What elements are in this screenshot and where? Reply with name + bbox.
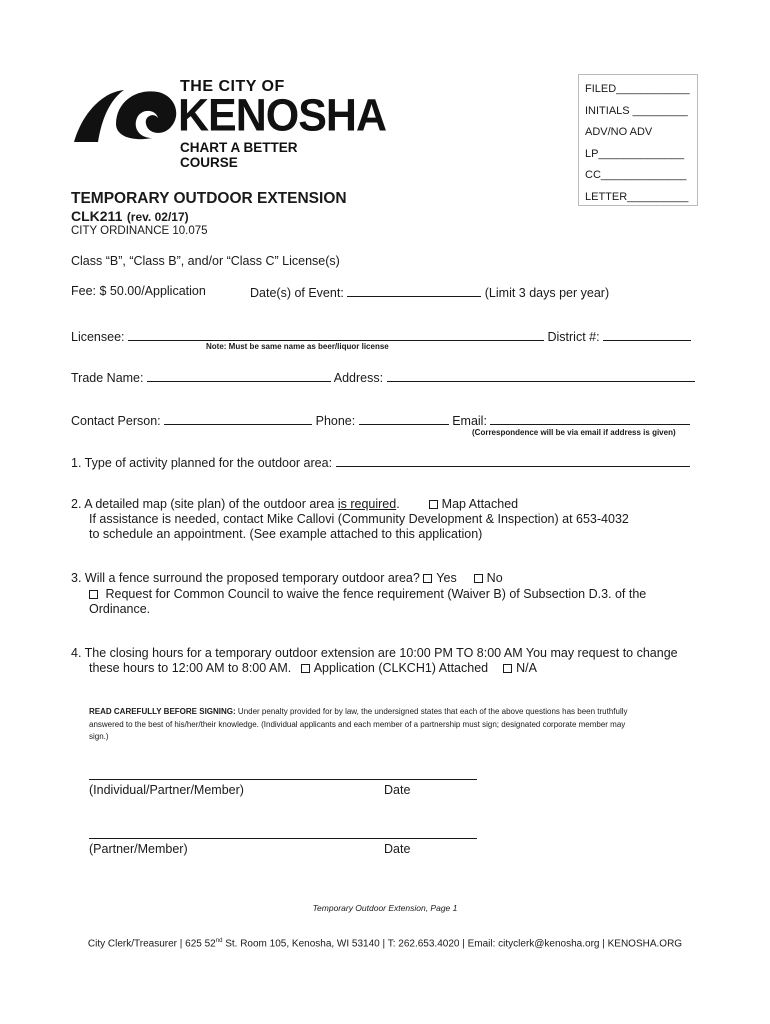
email-note: (Correspondence will be via email if address is given) — [472, 428, 676, 437]
license-class: Class “B”, “Class B”, and/or “Class C” License(s) — [71, 254, 340, 268]
signature-line-2[interactable] — [89, 838, 477, 839]
activity-field[interactable] — [336, 454, 690, 467]
phone-field[interactable] — [359, 412, 449, 425]
logo-line3: CHART A BETTER COURSE — [180, 140, 298, 170]
question-2-line3: to schedule an appointment. (See example attached to this application) — [89, 527, 483, 541]
address-field[interactable] — [387, 369, 695, 382]
event-dates-label: Date(s) of Event: — [250, 286, 344, 300]
certification-heading: READ CAREFULLY BEFORE SIGNING: — [89, 707, 236, 716]
form-code-id: CLK211 — [71, 208, 123, 224]
fence-yes-checkbox[interactable] — [423, 574, 432, 583]
page-footer: Temporary Outdoor Extension, Page 1 — [312, 903, 458, 913]
question-4-line2 — [89, 661, 537, 675]
question-3-line2 — [89, 587, 646, 601]
trade-name-row — [71, 369, 695, 385]
district-field[interactable] — [603, 328, 691, 341]
signature-2-date-label: Date — [384, 842, 411, 856]
contact-label: Contact Person: — [71, 414, 161, 428]
question-4-text: these hours to 12:00 AM to 8:00 AM. — [89, 661, 292, 675]
district-label: District #: — [547, 330, 600, 344]
fence-waiver-checkbox[interactable] — [89, 590, 98, 599]
contact-row — [71, 412, 690, 428]
certification-line3: sign.) — [89, 732, 109, 741]
signature-2-label: (Partner/Member) — [89, 842, 188, 856]
signature-line-1[interactable] — [89, 779, 477, 780]
certification-text — [89, 706, 709, 744]
question-2-text: 2. A detailed map (site plan) of the outdoor area — [71, 497, 338, 511]
question-2 — [71, 497, 518, 511]
question-2-line2: If assistance is needed, contact Mike Callovi (Community Development & Inspection) at 653-4032 — [89, 512, 629, 526]
question-3-line3: Ordinance. — [89, 602, 151, 616]
change-hours-label: Application (CLKCH1) Attached — [313, 661, 489, 675]
contact-footer — [0, 938, 770, 949]
wave-logo-icon — [72, 84, 182, 146]
contact-field[interactable] — [164, 412, 312, 425]
licensee-field[interactable] — [128, 328, 544, 341]
change-hours-checkbox[interactable] — [301, 664, 310, 673]
hours-na-checkbox[interactable] — [503, 664, 512, 673]
fee-text: Fee: $ 50.00/Application — [71, 284, 206, 298]
question-2-required: is required — [337, 497, 397, 511]
footer-sup: nd — [215, 938, 223, 944]
office-cc: CC______________ — [585, 169, 687, 181]
form-rev: (rev. 02/17) — [126, 210, 189, 224]
hours-na-label: N/A — [516, 661, 537, 675]
form-code — [71, 208, 189, 226]
trade-name-label: Trade Name: — [71, 371, 144, 385]
signature-1-date-label: Date — [384, 783, 411, 797]
footer-text-b: St. Room 105, Kenosha, WI 53140 | T: 262.653.4020 | Email: cityclerk@kenosha.org | KENOSHA.ORG — [222, 938, 683, 950]
city-logo — [72, 78, 387, 170]
licensee-label: Licensee: — [71, 330, 125, 344]
fence-waiver-text: Request for Common Council to waive the fence requirement (Waiver B) of Subsection D.3. of the — [105, 587, 647, 601]
certification-line1-text: Under penalty provided for by law, the undersigned states that each of the above questions has been truthfully — [235, 707, 628, 716]
event-dates-field[interactable] — [347, 284, 481, 297]
office-adv: ADV/NO ADV — [585, 126, 653, 138]
email-label: Email: — [452, 414, 487, 428]
map-attached-label: Map Attached — [441, 497, 519, 511]
email-field[interactable] — [490, 412, 690, 425]
office-initials: INITIALS _________ — [585, 104, 688, 117]
map-attached-checkbox[interactable] — [429, 500, 438, 509]
licensee-note: Note: Must be same name as beer/liquor license — [206, 342, 389, 351]
fence-no-checkbox[interactable] — [474, 574, 483, 583]
question-3 — [71, 571, 503, 585]
trade-name-field[interactable] — [147, 369, 331, 382]
question-1 — [71, 454, 690, 470]
question-2-period: . — [396, 497, 400, 511]
phone-label: Phone: — [315, 414, 356, 428]
office-lp: LP______________ — [585, 147, 685, 160]
ordinance: CITY ORDINANCE 10.075 — [71, 225, 208, 237]
question-4-line1: 4. The closing hours for a temporary outdoor extension are 10:00 PM TO 8:00 AM You may request to change — [71, 646, 678, 660]
logo-line1: THE CITY OF — [180, 78, 285, 95]
office-use-box — [578, 74, 698, 206]
office-letter: LETTER__________ — [585, 190, 689, 203]
certification-line2: answered to the best of his/her/their knowledge. (Individual applicants and each member of a partnership must sign; designated corporate member may — [89, 719, 626, 729]
event-dates-note: (Limit 3 days per year) — [484, 286, 610, 300]
question-3-text: 3. Will a fence surround the proposed temporary outdoor area? — [71, 571, 420, 585]
question-1-text: 1. Type of activity planned for the outdoor area: — [71, 456, 333, 470]
logo-line2: KENOSHA — [178, 90, 387, 142]
office-filed: FILED____________ — [585, 83, 690, 95]
address-label: Address: — [333, 371, 384, 385]
footer-text-a: City Clerk/Treasurer | 625 52 — [87, 938, 216, 950]
event-dates-row — [250, 284, 609, 300]
fence-no-label: No — [486, 571, 503, 585]
certification-line1 — [89, 706, 709, 719]
fence-yes-label: Yes — [436, 571, 457, 585]
form-title: TEMPORARY OUTDOOR EXTENSION — [71, 190, 347, 207]
signature-1-label: (Individual/Partner/Member) — [89, 783, 244, 797]
